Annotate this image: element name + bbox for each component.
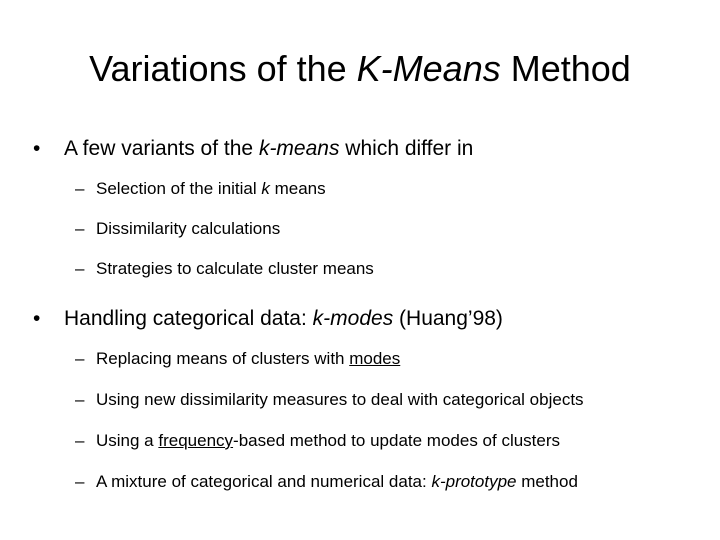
bullet-text-part: k-means	[258, 137, 340, 160]
slide-title-part: K-Means	[356, 48, 501, 89]
sub-bullet-text-part: Replacing means of clusters with	[96, 349, 350, 368]
sub-bullet-dash: –	[75, 390, 85, 409]
sub-bullet-text-part: Dissimilarity calculations	[96, 219, 281, 238]
sub-bullet-dash: –	[75, 179, 85, 198]
sub-bullet-text-part: k-prototype	[431, 472, 517, 491]
sub-bullet-text-part: -based method to update modes of clusters	[233, 431, 561, 450]
sub-bullet-text	[96, 178, 326, 200]
bullet-text-part: (Huang’98)	[393, 307, 503, 330]
sub-bullet-text	[96, 471, 578, 493]
slide-title	[0, 44, 720, 94]
sub-bullet-text	[96, 218, 280, 240]
bullet-dot: •	[33, 307, 41, 330]
sub-bullet-text-part: Strategies to calculate cluster means	[96, 259, 374, 278]
sub-bullet-dash: –	[75, 472, 85, 491]
bullet-dot: •	[33, 137, 41, 160]
bullet-text-part: which differ in	[339, 137, 474, 160]
sub-bullet-text	[96, 430, 560, 452]
slide-title-part: Method	[500, 48, 631, 89]
sub-bullet-dash: –	[75, 219, 85, 238]
slide-title-part: Variations of the	[89, 48, 357, 89]
bullet-text	[64, 306, 503, 332]
sub-bullet-text-part: Using a	[96, 431, 159, 450]
sub-bullet-text-part: method	[516, 472, 578, 491]
sub-bullet-text	[96, 258, 374, 280]
sub-bullet-text-part: modes	[349, 349, 401, 368]
sub-bullet-dash: –	[75, 259, 85, 278]
bullet-text-part: k-modes	[312, 307, 394, 330]
bullet-text-part: A few variants of the	[64, 137, 259, 160]
bullet-text	[64, 136, 473, 162]
sub-bullet-text-part: Using new dissimilarity measures to deal with categorical objects	[96, 390, 584, 409]
sub-bullet-text-part: means	[269, 179, 326, 198]
sub-bullet-text-part: k	[261, 179, 270, 198]
sub-bullet-dash: –	[75, 349, 85, 368]
sub-bullet-text	[96, 348, 400, 370]
sub-bullet-text-part: A mixture of categorical and numerical data:	[96, 472, 432, 491]
sub-bullet-dash: –	[75, 431, 85, 450]
sub-bullet-text-part: Selection of the initial	[96, 179, 262, 198]
sub-bullet-text-part: frequency	[158, 431, 234, 450]
sub-bullet-text	[96, 389, 584, 411]
bullet-text-part: Handling categorical data:	[64, 307, 313, 330]
